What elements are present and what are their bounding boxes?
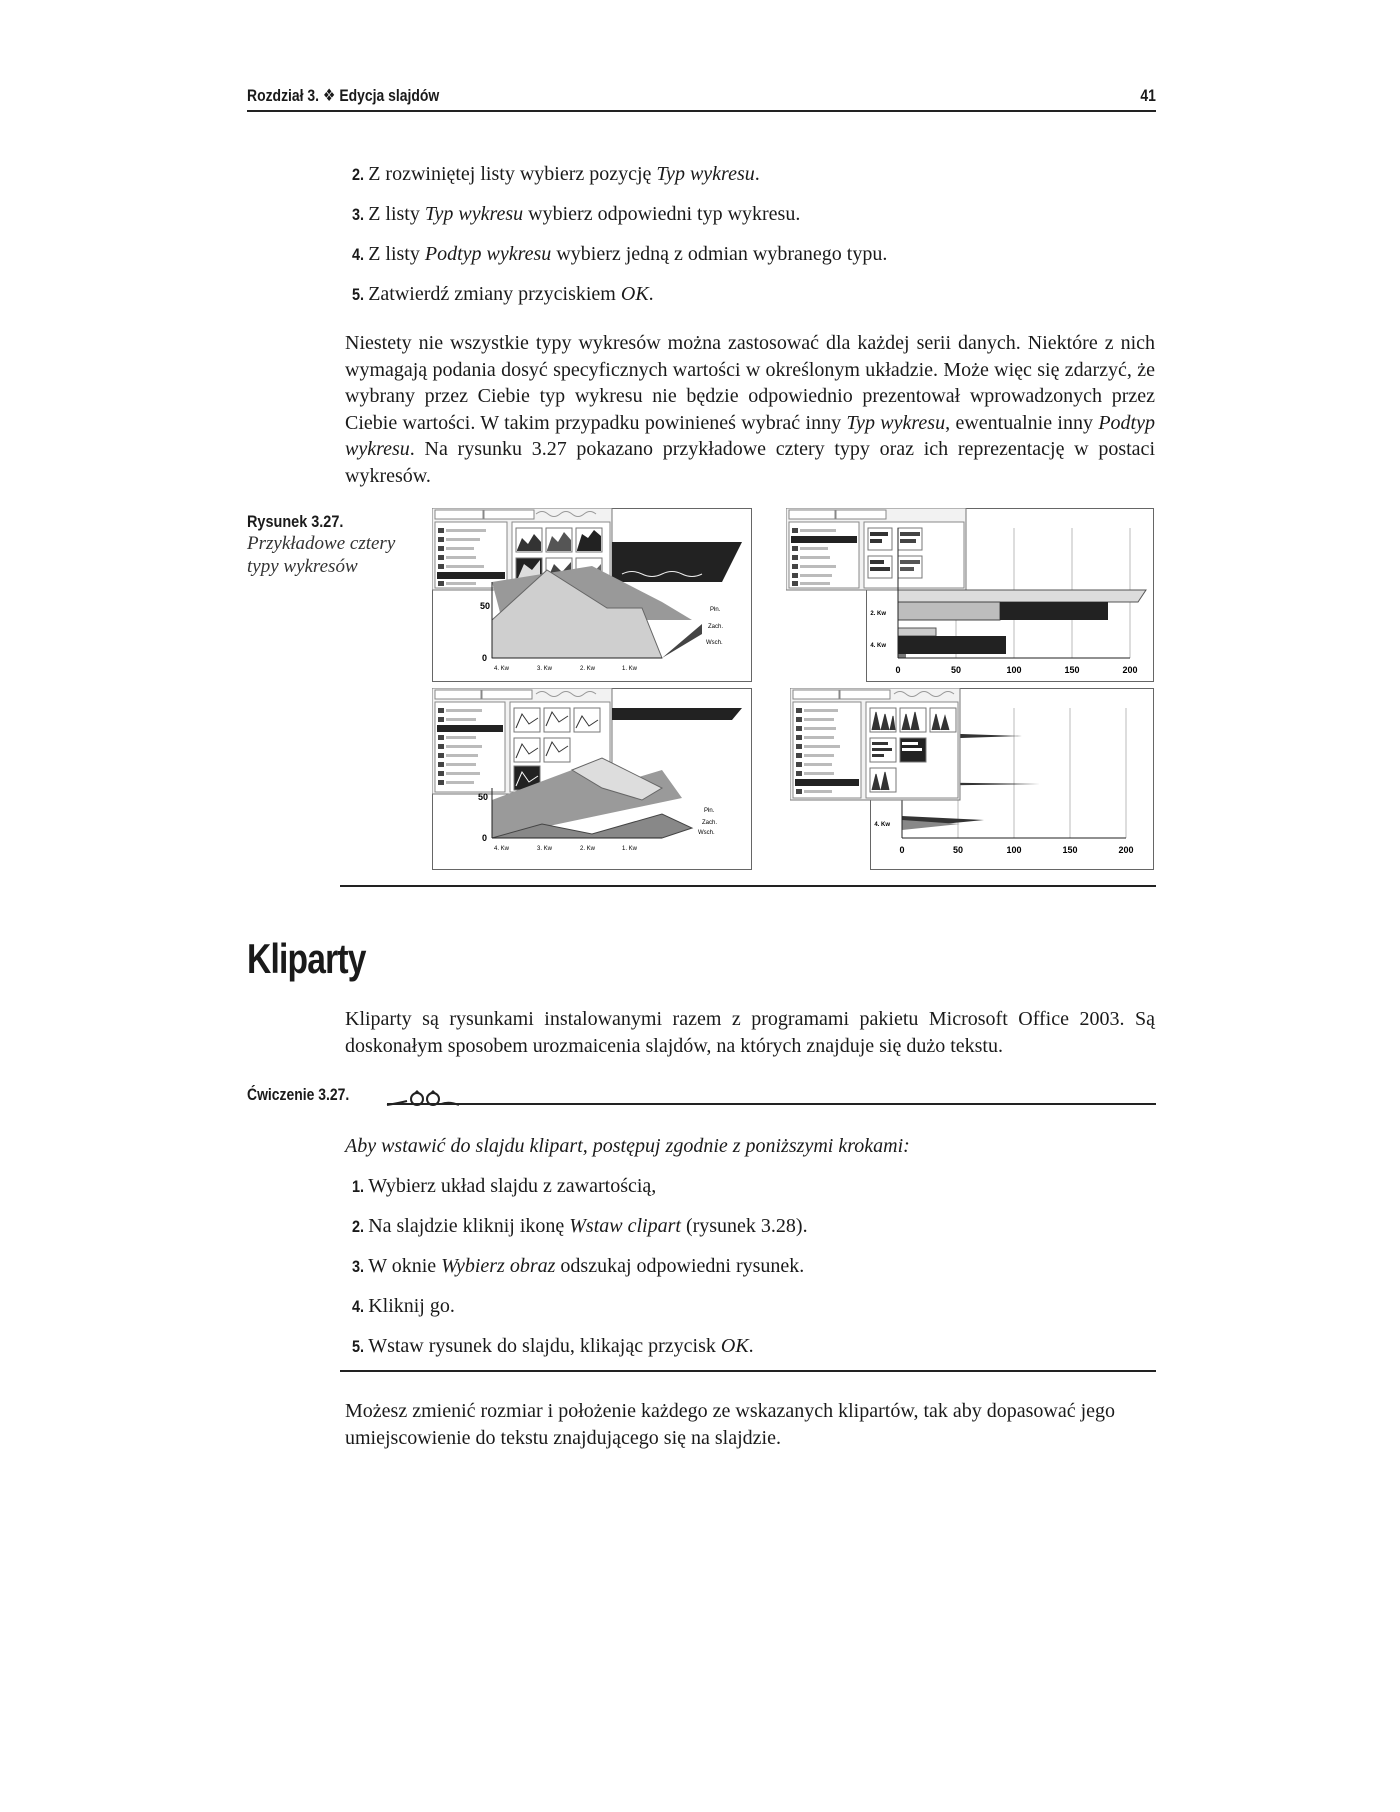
page-number: 41	[1140, 86, 1156, 105]
step-number: 2.	[352, 1217, 365, 1236]
x-tick: 100	[1006, 845, 1022, 855]
header-title	[247, 86, 439, 106]
step-item	[352, 1334, 1152, 1374]
section-title: Kliparty	[247, 935, 366, 982]
step-text: Zatwierdź zmiany przyciskiem OK.	[368, 283, 654, 305]
diamond-ornament-icon: ❖	[322, 86, 336, 105]
x-tick: 2. Kw	[580, 666, 596, 672]
y-tick-50: 50	[478, 792, 489, 802]
x-tick: 150	[1062, 845, 1078, 855]
exercise-rule	[387, 1103, 1156, 1105]
step-text: Z listy Podtyp wykresu wybierz jedną z odmian wybranego typu.	[368, 243, 888, 265]
depth-label: Płn.	[710, 607, 721, 613]
x-tick: 0	[895, 665, 901, 675]
screenshot-area-chart	[432, 508, 752, 682]
depth-label: Wsch.	[706, 640, 723, 646]
x-tick: 3. Kw	[537, 846, 553, 852]
category-label: 2. Kw	[870, 611, 886, 617]
italic-term: Typ wykresu	[846, 411, 946, 434]
italic-term: Typ wykresu	[656, 163, 755, 185]
step-number: 3.	[352, 1257, 365, 1276]
screenshot-bar-chart	[786, 508, 1154, 682]
step-number: 4.	[352, 245, 365, 264]
depth-label: Wsch.	[698, 830, 715, 836]
step-item	[352, 1254, 1152, 1294]
category-label: 4. Kw	[870, 643, 886, 649]
italic-term: OK	[620, 283, 649, 305]
step-number: 5.	[352, 285, 365, 304]
italic-term: Podtyp wykresu	[345, 411, 1155, 460]
body-paragraph-resize: Możesz zmienić rozmiar i położenie każdego ze wskazanych klipartów, tak aby dopasować jego umiejscowienie do tekstu znajdującego się na slajdzie.	[345, 1400, 1116, 1449]
step-item	[352, 162, 1152, 202]
screenshot-line-chart	[432, 688, 752, 870]
step-item	[352, 282, 1152, 322]
chart-type-dialog	[786, 508, 966, 590]
chart-type-dialog	[790, 688, 960, 800]
x-tick: 2. Kw	[580, 846, 596, 852]
x-tick: 4. Kw	[494, 846, 510, 852]
x-tick: 1. Kw	[622, 846, 638, 852]
italic-term: Podtyp wykresu	[424, 243, 552, 265]
step-text: Z listy Typ wykresu wybierz odpowiedni typ wykresu.	[368, 203, 801, 225]
step-text: Z rozwiniętej listy wybierz pozycję Typ wykresu.	[368, 163, 760, 185]
figure-description: Przykładowe cztery typy wykresów	[247, 533, 396, 577]
body-paragraph-cliparts: Kliparty są rysunkami instalowanymi razem z programami pakietu Microsoft Office 2003. Są doskonałym sposobem urozmaicenia slajdów, na których znajduje się dużo tekstu.	[345, 1008, 1155, 1057]
step-item	[352, 202, 1152, 242]
step-text: Wstaw rysunek do slajdu, klikając przycisk OK.	[368, 1335, 754, 1357]
step-item	[352, 1214, 1152, 1254]
section-label: Edycja slajdów	[339, 86, 440, 105]
step-number: 5.	[352, 1337, 365, 1356]
x-tick: 4. Kw	[494, 666, 510, 672]
step-item	[352, 242, 1152, 282]
exercise-label: Ćwiczenie 3.27.	[247, 1085, 350, 1104]
step-number: 1.	[352, 1177, 365, 1196]
figure-caption	[247, 512, 427, 578]
italic-term: Typ wykresu	[424, 203, 524, 225]
x-tick: 200	[1118, 845, 1134, 855]
step-text: Na slajdzie kliknij ikonę Wstaw clipart (rysunek 3.28).	[368, 1215, 808, 1237]
x-tick: 100	[1006, 665, 1022, 675]
body-paragraph-chart-types: Niestety nie wszystkie typy wykresów można zastosować dla każdej serii danych. Niektóre z nich wymagają podania dosyć specyficznych wartości w określonym układzie. Może więc się zdarzyć, że wybrany przez Ciebie typ wykresu nie będzie odpowiednio prezentował wprowadzonych przez Ciebie wartości. W takim przypadku powinieneś wybrać inny Typ wykresu, ewentualnie inny Podtyp wykresu. Na rysunku 3.27 pokazano przykładowe cztery typy oraz ich reprezentację w postaci wykresów.	[345, 332, 1155, 487]
steps-list-bottom	[352, 1174, 1152, 1374]
exercise-intro: Aby wstawić do slajdu klipart, postępuj zgodnie z poniższymi krokami:	[345, 1135, 910, 1157]
italic-term: OK	[720, 1335, 749, 1357]
figure-divider	[340, 885, 1156, 887]
depth-label: Zach.	[708, 624, 724, 630]
step-text: W oknie Wybierz obraz odszukaj odpowiedni rysunek.	[368, 1255, 805, 1277]
screenshot-cone-chart	[790, 688, 1154, 870]
category-label: 4. Kw	[874, 822, 890, 828]
y-tick-0: 0	[482, 653, 488, 663]
step-item	[352, 1174, 1152, 1214]
exercise-heading	[247, 1085, 1156, 1111]
chapter-label: Rozdział 3.	[247, 86, 320, 105]
exercise-end-divider	[340, 1370, 1156, 1372]
step-number: 4.	[352, 1297, 365, 1316]
x-tick: 1. Kw	[622, 666, 638, 672]
step-number: 3.	[352, 205, 365, 224]
depth-label: Płn.	[704, 808, 715, 814]
y-tick-0: 0	[482, 833, 488, 843]
step-number: 2.	[352, 165, 365, 184]
italic-term: Wstaw clipart	[569, 1215, 681, 1237]
x-tick: 50	[952, 845, 964, 855]
italic-term: Wybierz obraz	[441, 1255, 556, 1277]
steps-list-top	[352, 162, 1152, 322]
step-text: Kliknij go.	[368, 1295, 455, 1317]
x-tick: 200	[1122, 665, 1138, 675]
step-text: Wybierz układ slajdu z zawartością,	[368, 1175, 657, 1197]
step-item	[352, 1294, 1152, 1334]
x-tick: 3. Kw	[537, 666, 553, 672]
depth-label: Zach.	[702, 820, 718, 826]
figure-label: Rysunek 3.27.	[247, 512, 344, 531]
x-tick: 150	[1064, 665, 1080, 675]
exercise-ornament-icon	[379, 1089, 479, 1109]
y-tick-50: 50	[480, 601, 491, 611]
x-tick: 50	[950, 665, 962, 675]
running-header	[247, 86, 1156, 112]
x-tick: 0	[899, 845, 905, 855]
